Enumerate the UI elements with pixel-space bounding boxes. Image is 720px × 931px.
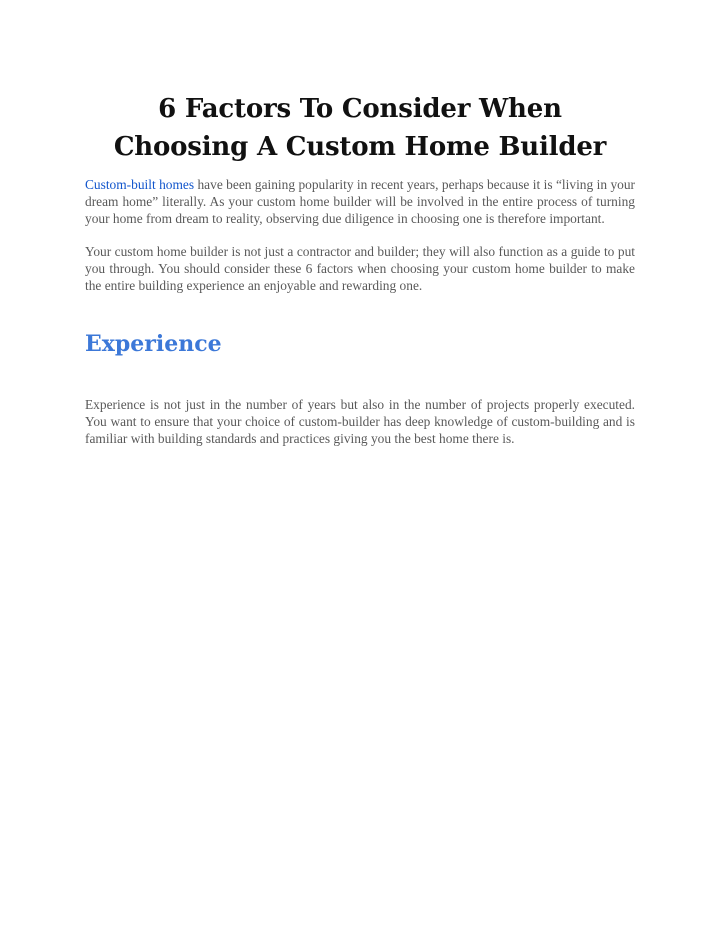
custom-built-homes-link[interactable]: Custom-built homes xyxy=(85,177,195,192)
intro-paragraph-text: have been gaining popularity in recent years, perhaps because it is “living in your dream home” literally. As your custom home builder will be involved in the entire process of turning your home from dream to reality, observing due diligence in choosing one is therefore important. xyxy=(85,177,635,226)
title-line-2: Choosing A Custom Home Builder xyxy=(113,132,607,162)
title-line-1: 6 Factors To Consider When xyxy=(158,94,562,124)
builder-guide-paragraph: Your custom home builder is not just a contractor and builder; they will also function as a guide to put you through. You should consider these 6 factors when choosing your custom home builder to make the entire building experience an enjoyable and rewarding one. xyxy=(85,244,635,293)
experience-paragraph: Experience is not just in the number of years but also in the number of projects properly executed. You want to ensure that your choice of custom-builder has deep knowledge of custom-building and is familiar with building standards and practices giving you the best home there is. xyxy=(85,397,635,446)
document-page xyxy=(85,90,635,447)
document-title xyxy=(85,90,635,166)
section-heading-experience: Experience xyxy=(85,331,222,357)
intro-paragraph xyxy=(85,176,635,227)
